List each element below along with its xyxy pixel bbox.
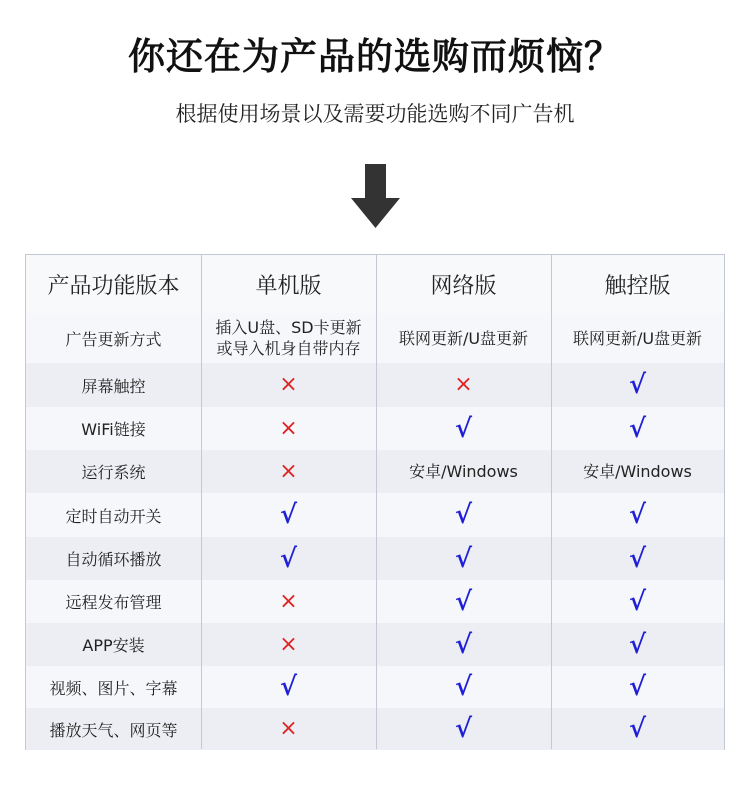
check-icon: √	[454, 586, 473, 617]
feature-label: 定时自动开关	[65, 506, 162, 526]
cross-icon: ×	[454, 372, 473, 397]
table-row	[26, 623, 724, 666]
check-icon: √	[279, 543, 298, 574]
check-icon: √	[454, 543, 473, 574]
cross-icon: ×	[279, 631, 298, 657]
feature-label: 广告更新方式	[65, 329, 162, 349]
column-divider	[201, 255, 202, 749]
feature-label: 播放天气、网页等	[49, 720, 178, 740]
value-text: 联网更新/U盘更新	[572, 328, 703, 348]
check-icon: √	[279, 500, 298, 530]
cross-icon: ×	[279, 588, 298, 614]
check-icon: √	[454, 413, 473, 444]
value-text: 联网更新/U盘更新	[398, 328, 529, 348]
table-row	[26, 666, 724, 708]
page-title: 你还在为产品的选购而烦恼？	[128, 35, 622, 78]
check-icon: √	[628, 543, 647, 574]
feature-label: 运行系统	[81, 463, 146, 482]
table-row	[26, 493, 724, 537]
cross-icon: ×	[279, 415, 298, 441]
table-row	[26, 407, 724, 450]
value-text: 安卓/Windows	[409, 462, 518, 481]
check-icon: √	[454, 672, 473, 702]
check-icon: √	[628, 629, 647, 660]
column-divider	[376, 255, 377, 749]
down-arrow-icon	[351, 164, 400, 228]
check-icon: √	[454, 500, 473, 530]
table-row	[26, 313, 724, 363]
feature-label: 视频、图片、字幕	[49, 678, 178, 698]
check-icon: √	[628, 370, 647, 400]
check-icon: √	[454, 629, 473, 660]
page-subtitle: 根据使用场景以及需要功能选购不同广告机	[175, 102, 575, 126]
table-header-cell: 网络版	[430, 273, 497, 299]
table-row	[26, 363, 724, 407]
check-icon: √	[628, 586, 647, 617]
check-icon: √	[454, 714, 473, 744]
cross-icon: ×	[279, 458, 298, 484]
cross-icon: ×	[279, 716, 298, 741]
check-icon: √	[628, 500, 647, 530]
value-text: 插入U盘、SD卡更新 或导入机身自带内存	[215, 318, 362, 358]
check-icon: √	[628, 413, 647, 444]
feature-label: 远程发布管理	[65, 593, 162, 612]
table-header-row	[26, 255, 724, 313]
table-row	[26, 450, 724, 493]
feature-label: APP安装	[82, 636, 145, 655]
feature-label: 屏幕触控	[81, 376, 146, 396]
check-icon: √	[628, 672, 647, 702]
cross-icon: ×	[279, 372, 298, 397]
check-icon: √	[279, 672, 298, 702]
table-row	[26, 537, 724, 580]
table-header-cell: 触控版	[604, 273, 671, 299]
comparison-table	[25, 254, 725, 750]
check-icon: √	[628, 714, 647, 744]
table-row	[26, 580, 724, 623]
value-text: 安卓/Windows	[583, 462, 692, 481]
feature-label: 自动循环播放	[65, 550, 162, 569]
table-header-cell: 产品功能版本	[47, 273, 180, 299]
table-row	[26, 708, 724, 750]
feature-label: WiFi链接	[81, 420, 146, 439]
column-divider	[551, 255, 552, 749]
table-header-cell: 单机版	[255, 273, 322, 299]
